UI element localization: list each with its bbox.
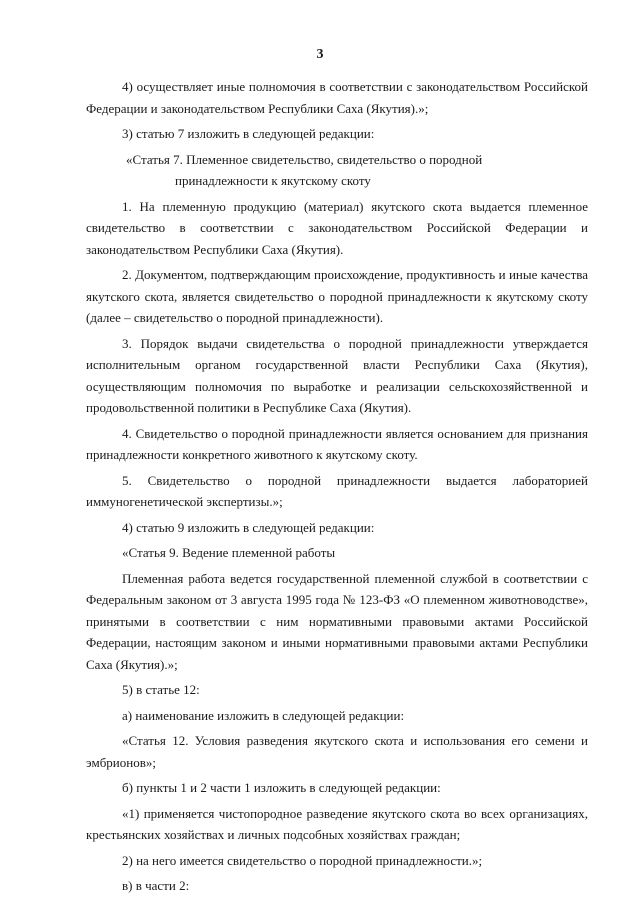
article-12-new-title: «Статья 12. Условия разведения якутского скота и использования его семени и эмбрионов»; [86,733,588,770]
article-9-heading: «Статья 9. Ведение племенной работы [122,545,336,560]
article-12-item-c: в) в части 2: [122,878,190,893]
article-7-clause-3: 3. Порядок выдачи свидетельства о породной принадлежности утверждается исполнительным органом государственной власти Республики Саха (Якутия), осуществляющим полномочия по выработке и реализации сельскохозяйственной и продовольственной политики в Республике Саха (Якутия). [86,335,588,415]
document-body [86,76,588,901]
article-9-body: Племенная работа ведется государственной племенной службой в соответствии с Федеральным законом от 3 августа 1995 года № 123-ФЗ «О племенном животноводстве», принятыми в соответствии с ним нормативными правовыми актами Российской Федерации, настоящим законом и иными нормативными правовыми актами Республики Саха (Якутия).»; [86,570,588,672]
article-12-point-2: 2) на него имеется свидетельство о породной принадлежности.»; [122,852,483,868]
article-12-item-a: а) наименование изложить в следующей редакции: [122,707,405,723]
article-7-heading-line1: «Статья 7. Племенное свидетельство, свидетельство о породной [126,151,483,167]
paragraph-amend-article-7: 3) статью 7 изложить в следующей редакции: [122,126,375,141]
article-7-clause-1: 1. На племенную продукцию (материал) якутского скота выдается племенное свидетельство в соответствии с законодательством Российской Федерации и законодательством Республики Саха (Якутия). [86,198,588,257]
paragraph-item-4-powers: 4) осуществляет иные полномочия в соответствии с законодательством Российской Федерации и законодательством Республики Саха (Якутия).»; [86,79,588,116]
article-12-point-1: «1) применяется чистопородное разведение якутского скота во всех организациях, крестьянских хозяйствах и личных подсобных хозяйствах граждан; [86,805,588,842]
article-7-clause-2: 2. Документом, подтверждающим происхождение, продуктивность и иные качества якутского скота, является свидетельство о породной принадлежности к якутскому скоту (далее – свидетельство о породной принадлежности). [86,267,588,325]
article-7-heading-line2: принадлежности к якутскому скоту [175,173,371,188]
article-7-clause-5: 5. Свидетельство о породной принадлежности выдается лабораторией иммуногенетической экспертизы.»; [86,472,588,509]
paragraph-amend-article-12: 5) в статье 12: [122,682,200,697]
page-number: 3 [316,47,324,62]
article-12-item-b: б) пункты 1 и 2 части 1 изложить в следующей редакции: [122,780,441,795]
paragraph-amend-article-9: 4) статью 9 изложить в следующей редакции: [122,519,375,535]
article-7-clause-4: 4. Свидетельство о породной принадлежности является основанием для признания принадлежности конкретного животного к якутскому скоту. [86,425,588,462]
